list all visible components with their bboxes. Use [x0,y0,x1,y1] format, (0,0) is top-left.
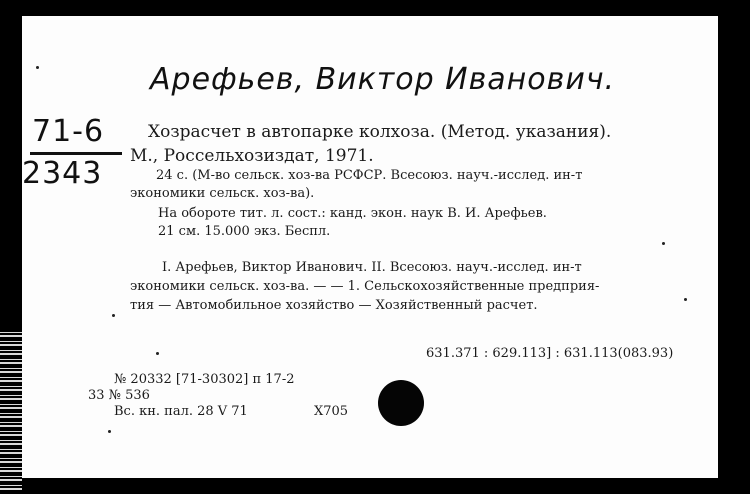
speck [108,430,111,433]
film-edge-strip [0,330,22,490]
speck [36,66,39,69]
speck [156,352,159,355]
call-number-top: 71-6 [32,114,105,149]
record-number: № 20332 [71-30302] п 17-2 [114,372,295,387]
handwritten-author-heading: Арефьев, Виктор Иванович. [150,62,616,97]
call-number-underline [30,152,122,155]
udc-classification: 631.371 : 629.113] : 631.113(083.93) [426,346,674,361]
catalog-card [22,16,718,478]
collation-line-2: экономики сельск. хоз-ва). [130,186,315,201]
tracing-line-1: I. Арефьев, Виктор Иванович. II. Всесоюз. науч.-исслед. ин-т [162,260,582,275]
imprint-line: М., Россельхозиздат, 1971. [130,146,374,166]
tracing-line-3: тия — Автомобильное хозяйство — Хозяйственный расчет. [130,298,538,313]
speck [662,242,665,245]
note-line-2: 21 см. 15.000 экз. Беспл. [158,224,331,239]
call-number-bottom: 2343 [22,156,103,191]
punch-hole [378,380,424,426]
title-line: Хозрасчет в автопарке колхоза. (Метод. указания). [148,122,612,142]
speck [112,314,115,317]
collation-line-1: 24 с. (М-во сельск. хоз-ва РСФСР. Всесоюз. науч.-исслед. ин-т [156,168,583,183]
note-line-1: На обороте тит. л. сост.: канд. экон. наук В. И. Арефьев. [158,206,547,221]
stamp-code: Х705 [314,404,349,419]
tracing-line-2: экономики сельск. хоз-ва. — — 1. Сельскохозяйственные предприя- [130,279,600,294]
speck [684,298,687,301]
library-line: Вс. кн. пал. 28 V 71 [114,404,248,419]
order-number: 33 № 536 [88,388,150,403]
